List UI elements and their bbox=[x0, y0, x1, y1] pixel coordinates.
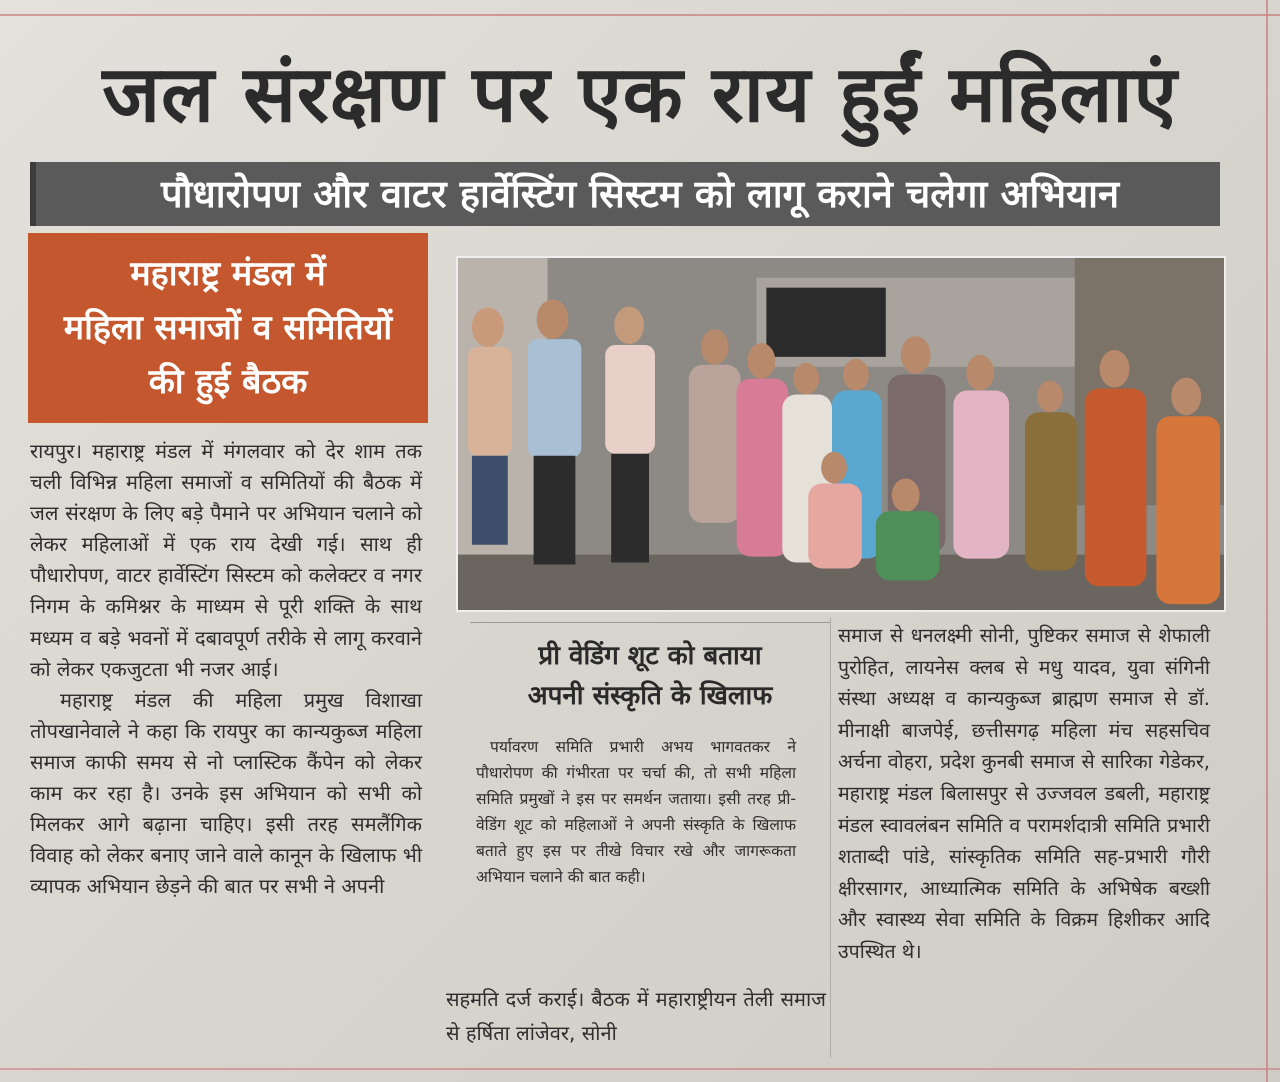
side-heading-line-2: महिला समाजों व समितियों bbox=[63, 308, 393, 348]
side-heading-line-3: की हुई बैठक bbox=[148, 362, 308, 402]
article-paragraph-1: रायपुर। महाराष्ट्र मंडल में मंगलवार को देर शाम तक चली विभिन्न महिला समाजों व समितियों की बैठक में जल संरक्षण के लिए बड़े पैमाने पर अभियान चलाने को लेकर महिलाओं में एक राय देखी गई। साथ ही पौधारोपण, वाटर हार्वेस्टिंग सिस्टम को कलेक्टर व नगर निगम के कमिश्नर के माध्यम से पूरी शक्ति के साथ मध्यम व बड़े भवनों में दबावपूर्ण तरीके से लागू करवाने को लेकर एकजुटता भी नजर आई। bbox=[30, 439, 422, 681]
article-column-3: समाज से धनलक्ष्मी सोनी, पुष्टिकर समाज से शेफाली पुरोहित, लायनेस क्लब से मधु यादव, युवा संगिनी संस्था अध्यक्ष व कान्यकुब्ज ब्राह्मण समाज से डॉ. मीनाक्षी बाजपेई, छत्तीसगढ़ महिला मंच सहसचिव अर्चना वोहरा, प्रदेश कुनबी समाज से सारिका गेडेकर, महाराष्ट्र मंडल बिलासपुर से उज्जवल डबली, महाराष्ट्र मंडल स्वावलंबन समिति व परामर्शदात्री समिति प्रभारी शताब्दी पांडे, सांस्कृतिक समिति सह-प्रभारी गौरी क्षीरसागर, आध्यात्मिक समिति के अभिषेक बख्शी और स्वास्थ्य सेवा समिति के विक्रम हिशीकर आदि उपस्थित थे। bbox=[838, 624, 1210, 963]
side-heading-box bbox=[28, 233, 428, 423]
box-heading bbox=[480, 636, 820, 726]
margin-rule-bottom bbox=[0, 1068, 1280, 1070]
group-photo bbox=[456, 256, 1226, 612]
box-body-text: पर्यावरण समिति प्रभारी अभय भागवतकर ने पौधारोपण की गंभीरता पर चर्चा की, तो सभी महिला समिति प्रमुखों ने इस पर समर्थन जताया। इसी तरह प्री-वेडिंग शूट को महिलाओं ने अपनी संस्कृति के खिलाफ बताते हुए इस पर तीखे विचार रखे और जागरूकता अभियान चलाने की बात कही। bbox=[476, 738, 796, 886]
article-paragraph-2: महाराष्ट्र मंडल की महिला प्रमुख विशाखा तोपखानेवाले ने कहा कि रायपुर का कान्यकुब्ज महिला समाज काफी समय से नो प्लास्टिक कैंपेन को लेकर काम कर रहा है। उनके इस अभियान को सभी को मिलकर आगे बढ़ाना चाहिए। इसी तरह समलैंगिक विवाह को लेकर बनाए जाने वाले कानून के खिलाफ भी व्यापक अभियान छेड़ने की बात पर सभी ने अपनी bbox=[30, 687, 422, 899]
subheadline: पौधारोपण और वाटर हार्वेस्टिंग सिस्टम को लागू कराने चलेगा अभियान bbox=[160, 172, 1120, 216]
article-column-1 bbox=[30, 436, 422, 1062]
group-photo-illustration bbox=[458, 258, 1224, 610]
margin-rule-top bbox=[0, 14, 1280, 16]
margin-rule-right bbox=[1266, 0, 1268, 1082]
column-divider bbox=[830, 618, 831, 1058]
side-heading-line-1: महाराष्ट्र मंडल में bbox=[130, 254, 326, 294]
box-top-rule bbox=[470, 622, 830, 623]
box-heading-line-2: अपनी संस्कृति के खिलाफ bbox=[527, 681, 773, 711]
article-column-2-continuation: सहमति दर्ज कराई। बैठक में महाराष्ट्रीयन तेली समाज से हर्षिता लांजेवर, सोनी bbox=[446, 987, 826, 1045]
headline: जल संरक्षण पर एक राय हुईं महिलाएं bbox=[102, 50, 1178, 140]
box-heading-line-1: प्री वेडिंग शूट को बताया bbox=[538, 641, 762, 671]
